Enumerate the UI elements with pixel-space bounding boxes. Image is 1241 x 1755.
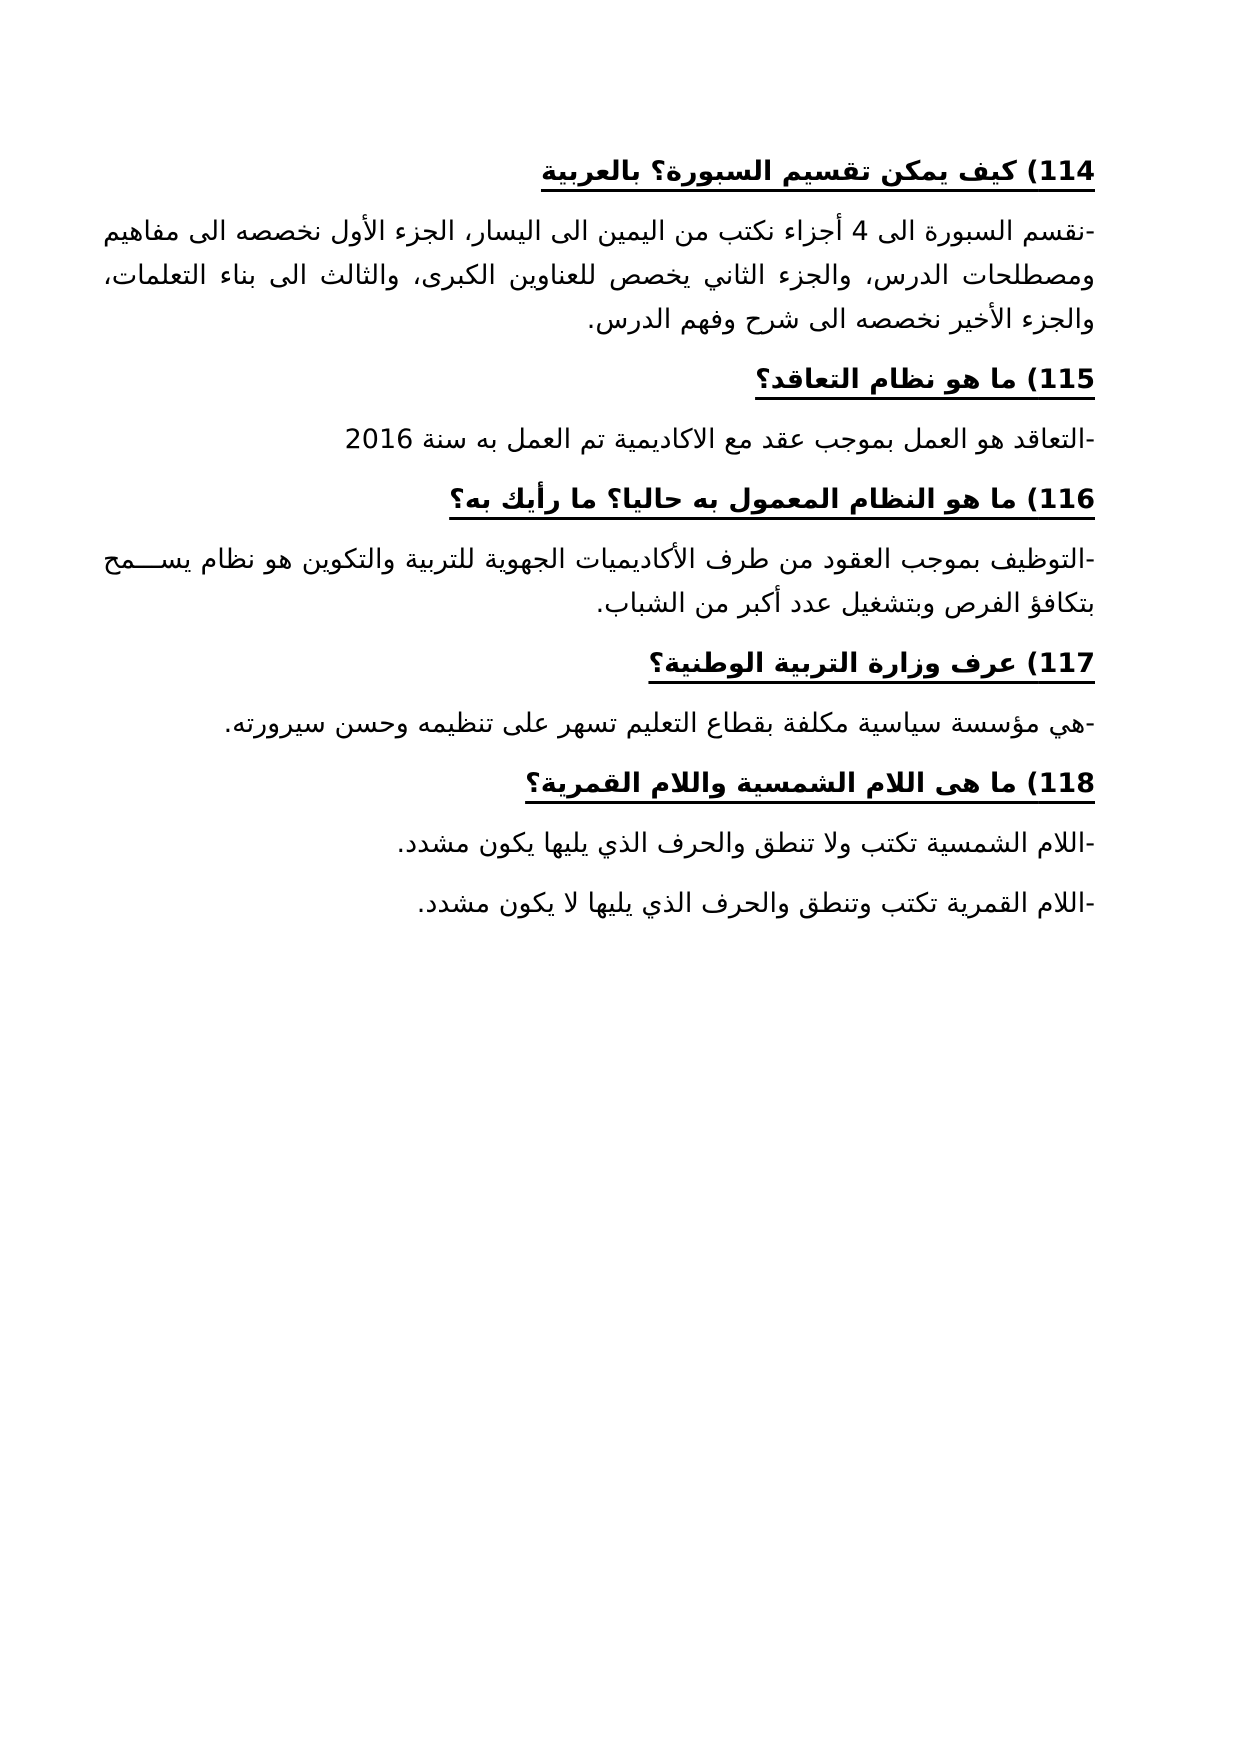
question-heading-118: 118) ما هى اللام الشمسية واللام القمرية؟ xyxy=(525,768,1095,799)
qa-item-118 xyxy=(103,762,1095,926)
answer-paragraph-115: -التعاقد هو العمل بموجب عقد مع الاكاديمية تم العمل به سنة 2016 xyxy=(344,424,1095,455)
answer-paragraph-118-qamariya: -اللام القمرية تكتب وتنطق والحرف الذي يليها لا يكون مشدد. xyxy=(416,888,1095,919)
answer-paragraph-117: -هي مؤسسة سياسية مكلفة بقطاع التعليم تسهر على تنظيمه وحسن سيرورته. xyxy=(223,708,1095,739)
qa-item-115 xyxy=(103,358,1095,462)
answer-paragraph-116: -التوظيف بموجب العقود من طرف الأكاديميات الجهوية للتربية والتكوين هو نظام يســـمح بتكافؤ الفرص وبتشغيل عدد أكبر من الشباب. xyxy=(103,544,1095,619)
qa-item-117 xyxy=(103,642,1095,746)
qa-item-114 xyxy=(103,150,1095,342)
question-heading-116: 116) ما هو النظام المعمول به حاليا؟ ما رأيك به؟ xyxy=(449,484,1095,515)
question-heading-117: 117) عرف وزارة التربية الوطنية؟ xyxy=(648,648,1095,679)
question-heading-114: 114) كيف يمكن تقسيم السبورة؟ بالعربية xyxy=(540,156,1095,187)
qa-item-116 xyxy=(103,478,1095,626)
question-heading-115: 115) ما هو نظام التعاقد؟ xyxy=(755,364,1095,395)
answer-paragraph-114: -نقسم السبورة الى 4 أجزاء نكتب من اليمين الى اليسار، الجزء الأول نخصصه الى مفاهيم ومصطلحات الدرس، والجزء الثاني يخصص للعناوين الكبرى، والثالث الى بناء التعلمات، والجزء الأخير نخصصه الى شرح وفهم الدرس. xyxy=(103,216,1095,335)
answer-paragraph-118-shamsiya: -اللام الشمسية تكتب ولا تنطق والحرف الذي يليها يكون مشدد. xyxy=(396,828,1095,859)
